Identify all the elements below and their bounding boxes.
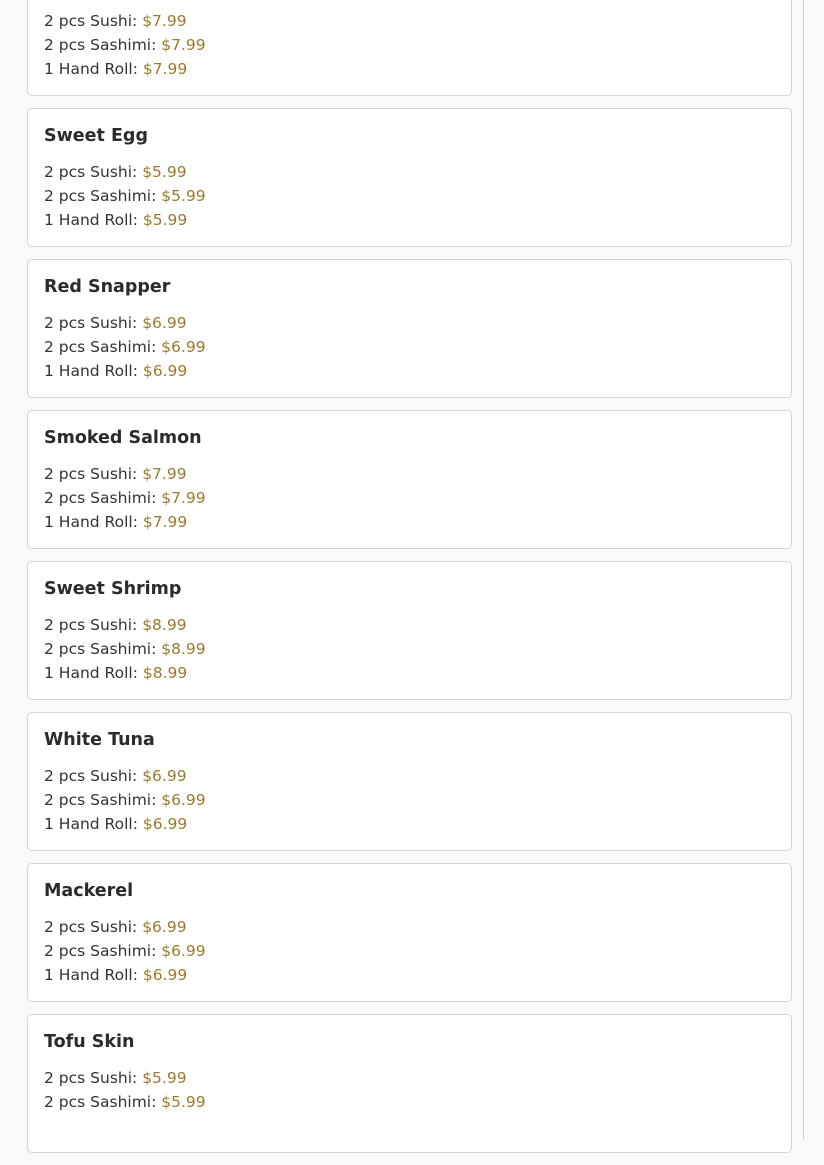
price-label: 2 pcs Sushi: <box>44 767 138 785</box>
price-line <box>44 57 775 81</box>
price-line <box>44 335 775 359</box>
menu-item-card <box>27 863 792 1002</box>
price-label: 2 pcs Sushi: <box>44 163 138 181</box>
price-line <box>44 764 775 788</box>
price-value: $6.99 <box>142 815 188 833</box>
price-label: 2 pcs Sashimi: <box>44 791 157 809</box>
menu-item-name: Mackerel <box>44 881 134 901</box>
price-label: 2 pcs Sashimi: <box>44 36 157 54</box>
price-value: $7.99 <box>142 513 188 531</box>
price-label: 2 pcs Sushi: <box>44 465 138 483</box>
price-line <box>44 1066 775 1090</box>
price-value: $6.99 <box>142 314 187 332</box>
price-line <box>44 939 775 963</box>
price-line <box>44 9 775 33</box>
price-value: $5.99 <box>142 163 187 181</box>
price-label: 2 pcs Sushi: <box>44 314 138 332</box>
price-line <box>44 462 775 486</box>
price-label: 2 pcs Sushi: <box>44 918 138 936</box>
price-line <box>44 359 775 383</box>
price-label: 2 pcs Sashimi: <box>44 942 157 960</box>
menu-item-card <box>27 108 792 247</box>
price-value: $6.99 <box>161 338 206 356</box>
price-value: $7.99 <box>161 36 206 54</box>
price-value: $6.99 <box>142 362 188 380</box>
price-line <box>44 33 775 57</box>
price-label: 2 pcs Sashimi: <box>44 489 157 507</box>
price-label: 2 pcs Sashimi: <box>44 640 157 658</box>
price-line <box>44 160 775 184</box>
price-value: $7.99 <box>142 60 188 78</box>
price-label: 2 pcs Sashimi: <box>44 187 157 205</box>
menu-item-card <box>27 561 792 700</box>
price-label: 1 Hand Roll: <box>44 60 138 78</box>
price-line <box>44 637 775 661</box>
price-value: $6.99 <box>161 942 206 960</box>
menu-item-name: Smoked Salmon <box>44 428 202 448</box>
price-label: 1 Hand Roll: <box>44 211 138 229</box>
price-label: 2 pcs Sushi: <box>44 12 138 30</box>
price-line <box>44 963 775 987</box>
price-value: $8.99 <box>142 616 187 634</box>
price-label: 1 Hand Roll: <box>44 966 138 984</box>
price-value: $5.99 <box>161 1093 206 1111</box>
price-value: $6.99 <box>161 791 206 809</box>
price-line <box>44 915 775 939</box>
price-label: 2 pcs Sushi: <box>44 1069 138 1087</box>
menu-item-list <box>27 0 792 1165</box>
menu-item-card <box>27 259 792 398</box>
price-label: 1 Hand Roll: <box>44 513 138 531</box>
price-line <box>44 788 775 812</box>
menu-item-name: Sweet Egg <box>44 126 148 146</box>
menu-item-name: Sweet Shrimp <box>44 579 182 599</box>
price-value: $6.99 <box>142 918 187 936</box>
price-value: $6.99 <box>142 966 188 984</box>
price-line <box>44 661 775 685</box>
price-value: $7.99 <box>142 465 187 483</box>
price-line <box>44 311 775 335</box>
price-label: 2 pcs Sushi: <box>44 616 138 634</box>
price-value: $8.99 <box>142 664 188 682</box>
price-value: $7.99 <box>142 12 187 30</box>
price-line <box>44 1090 775 1114</box>
price-line <box>44 613 775 637</box>
price-line <box>44 184 775 208</box>
price-value: $7.99 <box>161 489 206 507</box>
price-line <box>44 812 775 836</box>
price-label: 1 Hand Roll: <box>44 664 138 682</box>
price-label: 2 pcs Sashimi: <box>44 1093 157 1111</box>
price-label: 2 pcs Sashimi: <box>44 338 157 356</box>
price-line <box>44 510 775 534</box>
price-value: $5.99 <box>161 187 206 205</box>
menu-item-card <box>27 0 792 96</box>
price-value: $5.99 <box>142 1069 187 1087</box>
menu-item-name: White Tuna <box>44 730 155 750</box>
menu-item-card <box>27 712 792 851</box>
price-label: 1 Hand Roll: <box>44 362 138 380</box>
price-value: $5.99 <box>142 211 188 229</box>
menu-item-card <box>27 410 792 549</box>
menu-item-card <box>27 1014 792 1153</box>
price-line <box>44 208 775 232</box>
price-value: $8.99 <box>161 640 206 658</box>
menu-item-name: Red Snapper <box>44 277 171 297</box>
price-value: $6.99 <box>142 767 187 785</box>
price-label: 1 Hand Roll: <box>44 815 138 833</box>
menu-item-name: Tofu Skin <box>44 1032 135 1052</box>
price-line <box>44 486 775 510</box>
